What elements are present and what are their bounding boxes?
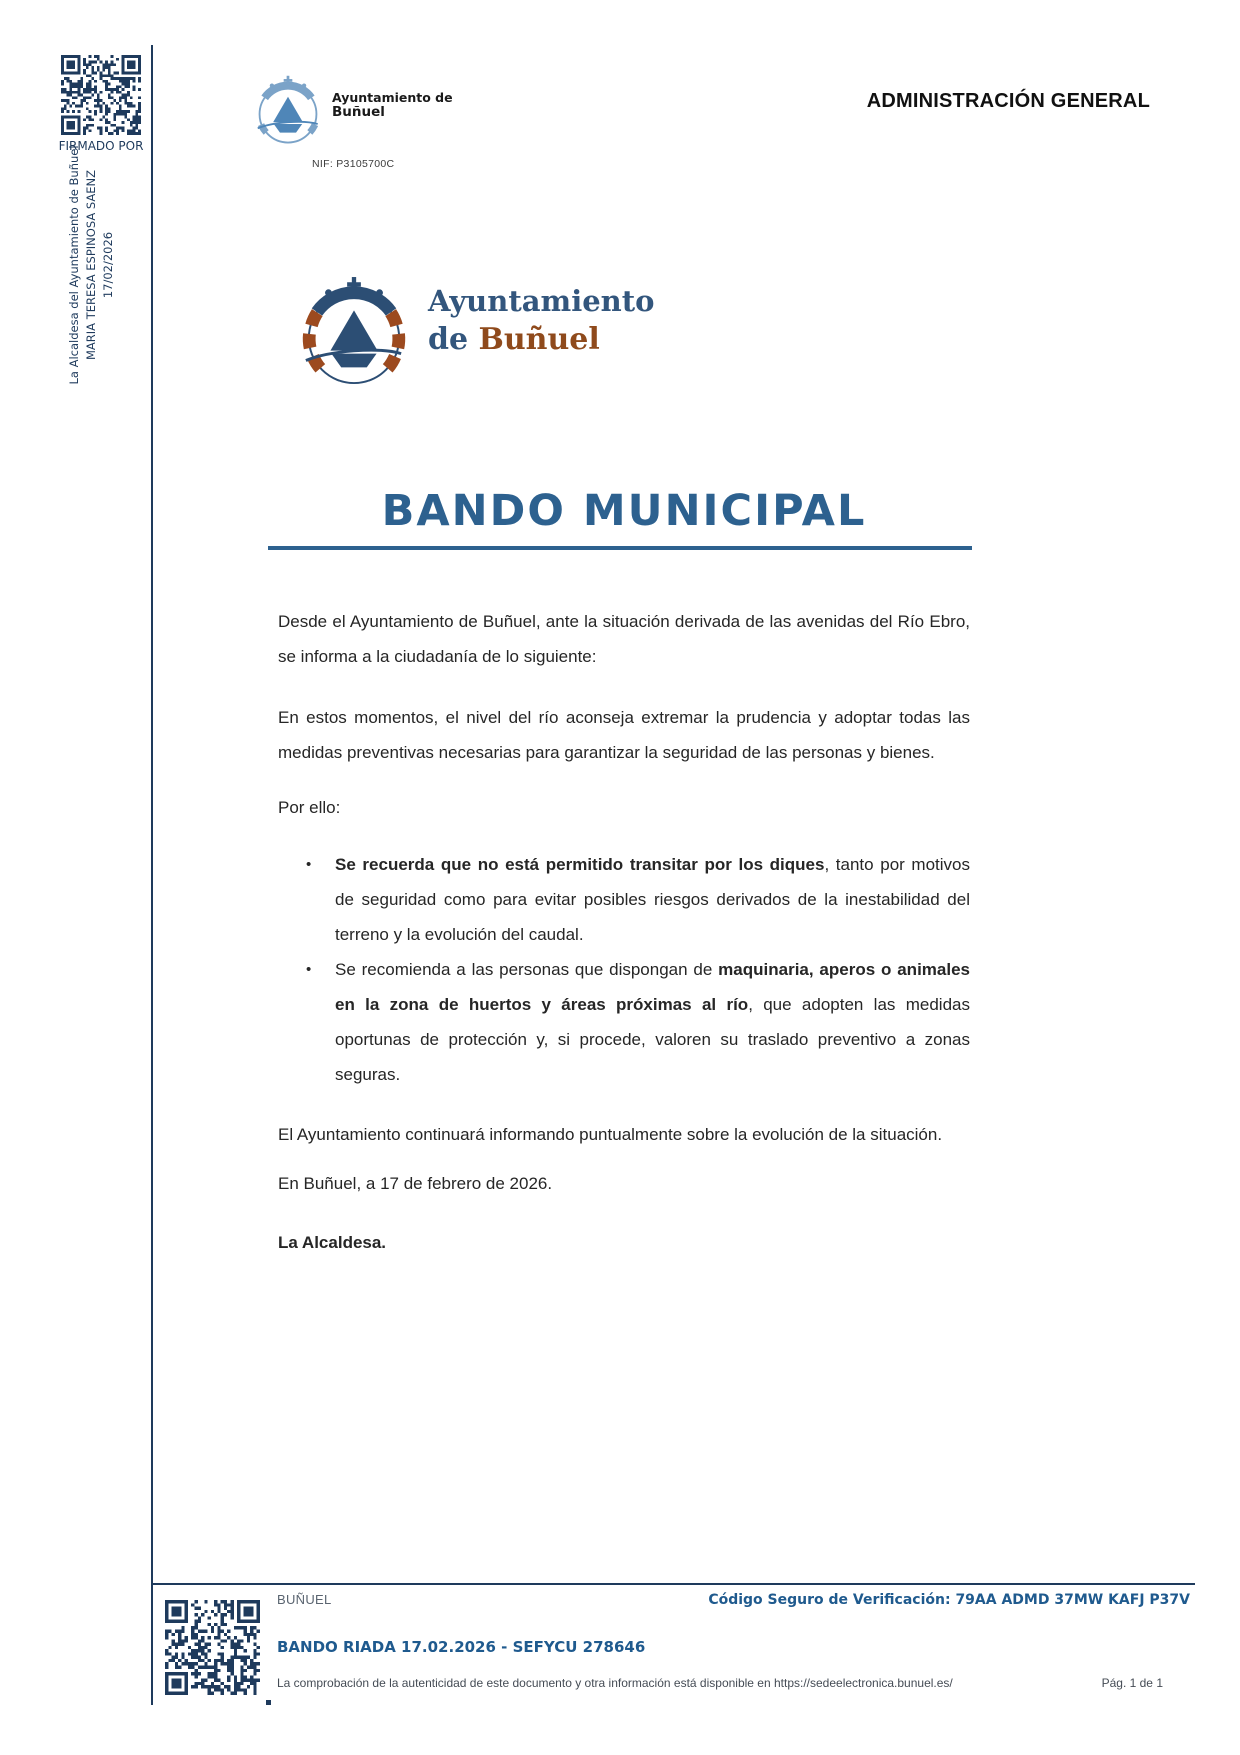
list-item-diques-bold: Se recuerda que no está permitido transitar por los diques: [335, 855, 825, 874]
logo-word-town: Buñuel: [478, 322, 600, 357]
signature-qr-code-icon: [61, 55, 141, 135]
signature-rotated-block: [64, 145, 118, 385]
list-item-diques: [278, 847, 970, 952]
list-item-maquinaria-bold: maquinaria, aperos o animales en la zona de huertos y áreas próximas al río: [335, 960, 970, 1014]
footer-verify-note: La comprobación de la autenticidad de este documento y otra información está disponible en https://sedeelectronica.bunuel.es/: [277, 1676, 953, 1690]
logo-word-de-bunuel: [428, 322, 655, 358]
footer-town-label: BUÑUEL: [277, 1592, 332, 1607]
paragraph-intro-situation: Desde el Ayuntamiento de Buñuel, ante la situación derivada de las avenidas del Río Ebro, se informa a la ciudadanía de lo siguiente:: [278, 612, 970, 666]
footer-page-number: Pág. 1 de 1: [1101, 1676, 1163, 1690]
page-title: BANDO MUNICIPAL: [381, 486, 867, 536]
paragraph-por-ello: Por ello:: [278, 798, 341, 817]
left-divider-line: [151, 45, 153, 1705]
paragraph-followup: El Ayuntamiento continuará informando puntualmente sobre la evolución de la situación.: [278, 1125, 943, 1144]
firmado-por-label: FIRMADO POR: [58, 139, 144, 153]
date-line: En Buñuel, a 17 de febrero de 2026.: [278, 1174, 553, 1193]
paragraph-river-level: En estos momentos, el nivel del río aconseja extremar la prudencia y adoptar todas las medidas preventivas necesarias para garantizar la seguridad de las personas y bienes.: [278, 708, 970, 762]
title-underline: [268, 546, 972, 550]
header-org-line2: Buñuel: [332, 104, 385, 120]
municipal-emblem-icon: [300, 274, 408, 392]
list-item-maquinaria-post: , que adopten las medidas oportunas de protección y, si procede, valoren su traslado preventivo a zonas seguras.: [335, 995, 970, 1084]
list-item-diques-rest: , tanto por motivos de seguridad como para evitar posibles riesgos derivados de la inestabilidad del terreno y la evolución del caudal.: [335, 855, 970, 944]
footer-document-reference: BANDO RIADA 17.02.2026 - SEFYCU 278646: [277, 1638, 646, 1656]
list-item-maquinaria: [278, 952, 970, 1092]
signature-date: 17/02/2026: [100, 231, 115, 299]
document-body: [278, 604, 970, 1260]
header-org-name: [332, 90, 453, 120]
measures-list: [278, 847, 970, 1092]
footer-divider-line: [151, 1583, 1195, 1585]
footer-verification-code: Código Seguro de Verificación: 79AA ADMD 37MW KAFJ P37V: [708, 1592, 1190, 1608]
nif-label: NIF: P3105700C: [312, 158, 395, 170]
municipal-emblem-small-icon: [254, 64, 322, 158]
logo-wordmark: [428, 283, 655, 358]
list-item-maquinaria-pre: Se recomienda a las personas que dispongan de: [335, 960, 719, 979]
logo-word-ayuntamiento: Ayuntamiento: [428, 284, 655, 318]
header-org-line1: Ayuntamiento de: [332, 90, 453, 105]
section-heading: ADMINISTRACIÓN GENERAL: [866, 90, 1150, 112]
logo-word-de: de: [428, 322, 479, 357]
signature-title: La Alcaldesa.: [278, 1233, 387, 1252]
sail-boat-icon: [330, 310, 377, 367]
footer-qr-code-icon: [165, 1600, 260, 1695]
qr-corner-dot: [266, 1700, 271, 1705]
signer-role: La Alcaldesa del Ayuntamiento de Buñuel: [66, 145, 81, 385]
signer-name: MARIA TERESA ESPINOSA SAENZ: [83, 170, 98, 360]
